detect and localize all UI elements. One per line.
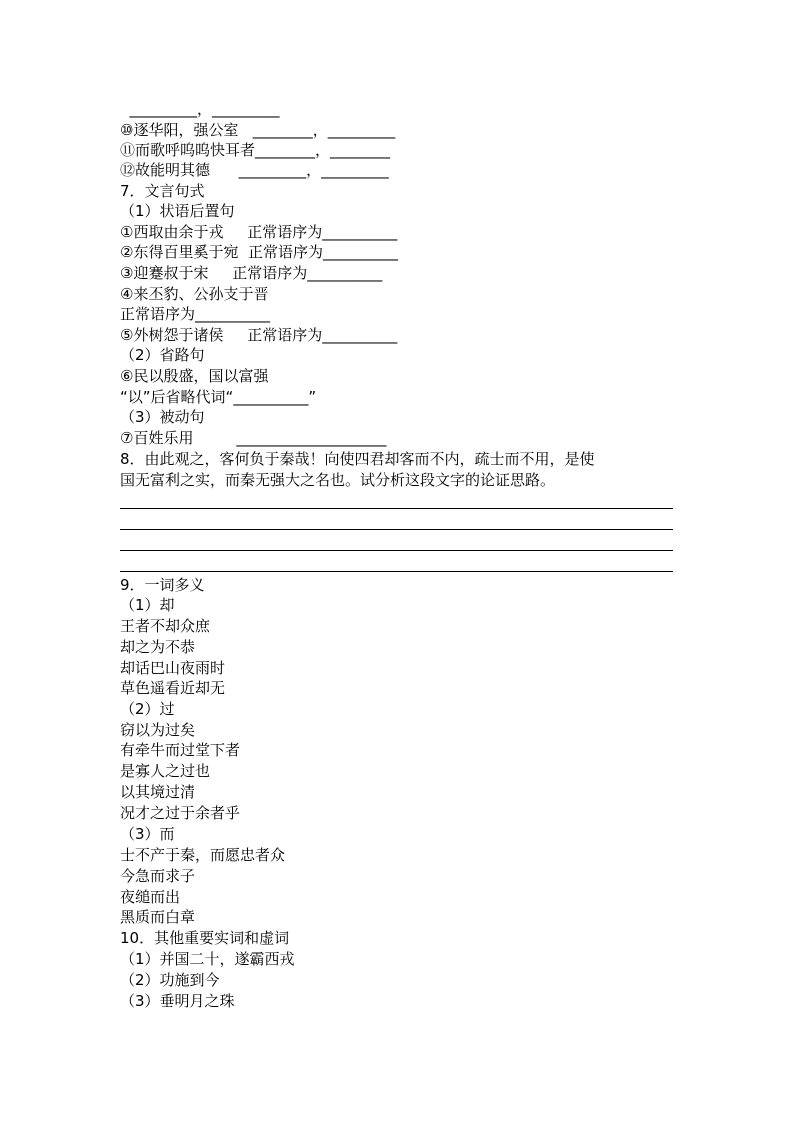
subsection-heading: （3）而	[120, 825, 175, 843]
example-sentence: 士不产于秦，而愿忠者众	[120, 846, 286, 864]
answer-line	[120, 550, 673, 551]
question-8-text: 8．由此观之，客何负于秦哉！向使四君却客而不内，疏士而不用，是使	[120, 450, 595, 468]
example-sentence: 黑质而白章	[120, 908, 196, 926]
example-sentence: 今急而求子	[120, 867, 196, 885]
answer-line	[120, 571, 673, 572]
blank-line-continued: _________，_________	[120, 100, 280, 118]
item-10-line: ⑩逐华阳，强公室 ________，_________	[120, 121, 396, 139]
question-8-text: 国无富利之实，而秦无强大之名也。试分析这段文字的论证思路。	[120, 471, 556, 489]
section-9-heading: 9．一词多义	[120, 576, 205, 594]
subsection-heading: （2）省路句	[120, 346, 205, 364]
sentence-item: ③迎蹇叔于宋 正常语序为__________	[120, 264, 383, 282]
sentence-item: ④来丕豹、公孙支于晋	[120, 285, 269, 303]
item-11-line: ⑪而歌呼呜呜快耳者________，________	[120, 141, 391, 159]
section-10-heading: 10．其他重要实词和虚词	[120, 929, 290, 947]
subsection-heading: （2）过	[120, 700, 175, 718]
example-sentence: 况才之过于余者乎	[120, 804, 241, 822]
example-sentence: 王者不却众庶	[120, 617, 211, 635]
example-sentence: （3）垂明月之珠	[120, 992, 235, 1010]
example-sentence: 窃以为过矣	[120, 721, 196, 739]
example-sentence: 是寡人之过也	[120, 762, 211, 780]
example-sentence: （2）功施到今	[120, 971, 220, 989]
section-7-heading: 7．文言句式	[120, 182, 205, 200]
sentence-item: ②东得百里奚于宛 正常语序为__________	[120, 243, 398, 261]
item-12-line: ⑫故能明其德 _________，_________	[120, 161, 389, 179]
sentence-item: “以”后省略代词“__________”	[120, 388, 317, 406]
subsection-heading: （3）被动句	[120, 408, 205, 426]
sentence-item: ⑤外树怨于诸侯 正常语序为__________	[120, 326, 398, 344]
example-sentence: 以其境过清	[120, 783, 196, 801]
example-sentence: 却之为不恭	[120, 638, 196, 656]
subsection-heading: （1）却	[120, 596, 175, 614]
sentence-item: ⑥民以殷盛，国以富强	[120, 367, 269, 385]
answer-line	[120, 508, 673, 509]
sentence-item: ①西取由余于戎 正常语序为__________	[120, 223, 398, 241]
example-sentence: 草色遥看近却无	[120, 679, 226, 697]
answer-line	[120, 529, 673, 530]
example-sentence: 夜缒而出	[120, 888, 181, 906]
subsection-heading: （1）状语后置句	[120, 202, 235, 220]
sentence-item: 正常语序为__________	[120, 305, 271, 323]
example-sentence: （1）并国二十，遂霸西戎	[120, 950, 295, 968]
example-sentence: 却话巴山夜雨时	[120, 659, 226, 677]
sentence-item: ⑦百姓乐用 ____________________	[120, 429, 387, 447]
example-sentence: 有牵牛而过堂下者	[120, 741, 241, 759]
